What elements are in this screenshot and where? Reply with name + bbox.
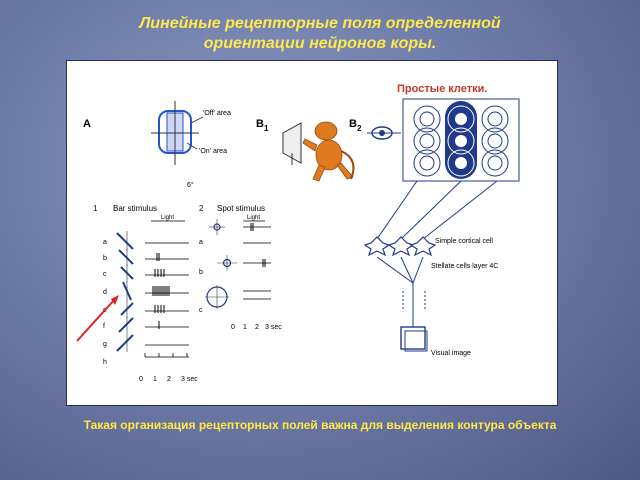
- receptive-fields-grid: [403, 99, 519, 181]
- bar-row-label: b: [103, 255, 107, 262]
- red-arrow-icon: [77, 295, 119, 341]
- on-area-label: 'On' area: [199, 148, 227, 155]
- light-label-2: Light: [247, 215, 261, 221]
- time-axis-2: [231, 324, 282, 331]
- bar-row-label: a: [103, 239, 107, 246]
- simple-cortical-cell-label: Simple cortical cell: [435, 238, 493, 245]
- angle-label: 6°: [187, 182, 194, 189]
- spot-row-label: c: [199, 307, 203, 314]
- receptive-field-a: [151, 101, 203, 165]
- bar-row-label: f: [103, 323, 105, 330]
- time-axis-1-tick: 3 sec: [181, 376, 198, 383]
- spot-stimulus-label: Spot stimulus: [217, 204, 266, 213]
- eye-icon: [367, 127, 401, 139]
- monkey-icon: [303, 122, 353, 181]
- slide-title: [0, 14, 640, 54]
- receptive-field-figure: [67, 61, 557, 405]
- time-axis-2-tick: 0: [231, 324, 235, 331]
- simple-cells-title: Простые клетки.: [397, 83, 488, 95]
- spot-stimulus-rows: [199, 219, 271, 314]
- bar-row-label: d: [103, 289, 107, 296]
- label-b2: $B_2$: [349, 118, 362, 133]
- off-area-label: 'Off' area: [203, 110, 231, 117]
- time-axis-1-tick: 0: [139, 376, 143, 383]
- time-axis-1-tick: 2: [167, 376, 171, 383]
- bar-stimulus-label: Bar stimulus: [113, 204, 158, 213]
- stellate-cells: [365, 237, 435, 255]
- slide-caption: Такая организация рецепторных полей важна для выделения контура объекта: [83, 418, 557, 432]
- slide-title-line2: ориентации нейронов коры.: [203, 35, 437, 52]
- label-b1: $B_1$: [256, 118, 269, 133]
- slide-title-line1: Линейные рецепторные поля определенной: [139, 15, 501, 32]
- visual-image-box: [401, 327, 427, 351]
- time-axis-1: [139, 376, 198, 383]
- screen-icon: [283, 123, 301, 165]
- label-a: A: [83, 118, 91, 130]
- spot-row-label: a: [199, 239, 203, 246]
- bar-row-label: g: [103, 341, 107, 348]
- time-axis-2-tick: 3 sec: [265, 324, 282, 331]
- time-axis-2-tick: 1: [243, 324, 247, 331]
- spot-stimulus-number: 2: [199, 204, 204, 213]
- bar-row-label: c: [103, 271, 107, 278]
- bar-stimulus-number: 1: [93, 204, 98, 213]
- bar-row-label: h: [103, 359, 107, 366]
- spot-row-label: b: [199, 269, 203, 276]
- visual-image-label: Visual image: [431, 350, 471, 357]
- light-label-1: Light: [161, 215, 175, 221]
- time-axis-2-tick: 2: [255, 324, 259, 331]
- stellate-layer-label: Stellate cells layer 4C: [431, 263, 499, 270]
- figure-panel: [66, 60, 558, 406]
- time-axis-1-tick: 1: [153, 376, 157, 383]
